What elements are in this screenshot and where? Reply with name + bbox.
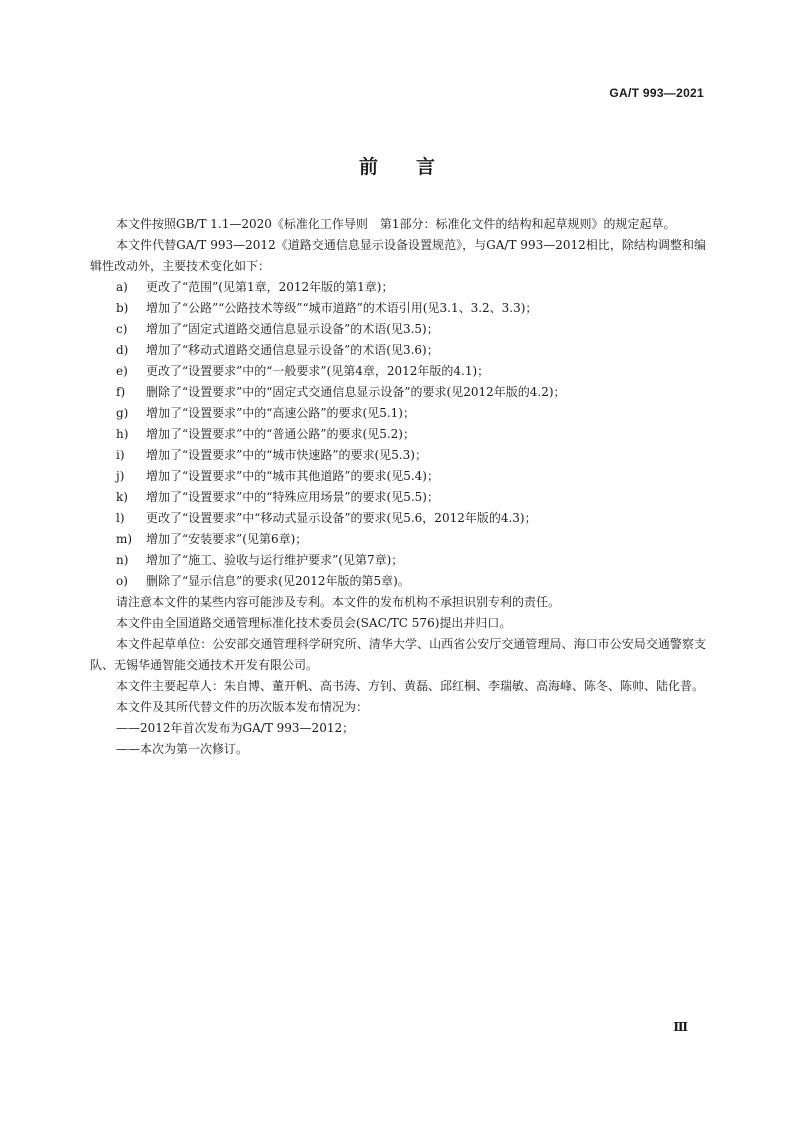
list-text: 更改了“范围”(见第1章，2012年版的第1章)； [146,280,394,294]
list-text: 增加了“设置要求”中的“特殊应用场景”的要求(见5.5)； [146,490,439,504]
list-text: 删除了“显示信息”的要求(见2012年版的第5章)。 [146,574,410,588]
paragraph-drafters: 本文件主要起草人：朱自博、董开帆、高书涛、方钊、黄磊、邱红桐、李瑞敏、高海峰、陈冬、陈帅、陆化普。 [116,679,705,693]
list-marker: g) [116,406,129,420]
list-item [90,403,706,424]
paragraph-patent-notice: 请注意本文件的某些内容可能涉及专利。本文件的发布机构不承担识别专利的责任。 [116,595,561,609]
list-text: 增加了“设置要求”中的“城市快速路”的要求(见5.3)； [146,448,427,462]
list-text: 增加了“设置要求”中的“普通公路”的要求(见5.2)； [146,427,415,441]
list-item [90,466,706,487]
list-item [90,382,706,403]
list-marker: a) [116,280,128,294]
list-text: 增加了“设置要求”中的“城市其他道路”的要求(见5.4)； [146,469,439,483]
paragraph-proposer: 本文件由全国道路交通管理标准化技术委员会(SAC/TC 576)提出并归口。 [116,616,512,630]
list-marker: l) [116,511,125,525]
page-number: Ⅲ [673,1020,688,1034]
page-title: 前言 [358,156,473,178]
list-item [90,571,706,592]
list-item [90,529,706,550]
list-text: 增加了“移动式道路交通信息显示设备”的术语(见3.6)； [146,343,439,357]
list-text: 增加了“固定式道路交通信息显示设备”的术语(见3.5)； [146,322,439,336]
paragraph-drafting-rules: 本文件按照GB/T 1.1—2020《标准化工作导则 第1部分：标准化文件的结构和起草规则》的规定起草。 [116,217,676,231]
list-item [90,487,706,508]
list-item [90,298,706,319]
list-text: 删除了“设置要求”中的“固定式交通信息显示设备”的要求(见2012年版的4.2)； [146,385,566,399]
list-marker: d) [116,343,129,357]
paragraph-drafting-units: 本文件起草单位：公安部交通管理科学研究所、清华大学、山西省公安厅交通管理局、海口市公安局交通警察支队、无锡华通智能交通技术开发有限公司。 [90,637,706,672]
document-body [90,214,706,760]
list-item [90,424,706,445]
list-text: 更改了“设置要求”中的“一般要求”(见第4章，2012年版的4.1)； [146,364,490,378]
list-marker: h) [116,427,129,441]
list-text: 更改了“设置要求”中“移动式显示设备”的要求(见5.6，2012年版的4.3)； [146,511,537,525]
list-marker: m) [116,532,133,546]
standard-code: GA/T 993—2021 [609,86,704,100]
history-item: ——2012年首次发布为GA/T 993—2012； [116,721,355,735]
list-item [90,550,706,571]
list-item [90,361,706,382]
changes-list [90,277,706,592]
list-marker: i) [116,448,125,462]
list-text: 增加了“安装要求”(见第6章)； [146,532,308,546]
history-item: ——本次为第一次修订。 [116,742,249,756]
list-marker: k) [116,490,128,504]
list-item [90,445,706,466]
list-item [90,319,706,340]
list-marker: f) [116,385,126,399]
list-text: 增加了“设置要求”中的“高速公路”的要求(见5.1)； [146,406,415,420]
paragraph-history-intro: 本文件及其所代替文件的历次版本发布情况为： [116,700,369,714]
list-marker: b) [116,301,129,315]
list-marker: n) [116,553,129,567]
list-text: 增加了“公路”“公路技术等级”“城市道路”的术语引用(见3.1、3.2、3.3)； [146,301,538,315]
list-marker: e) [116,364,128,378]
paragraph-replacement: 本文件代替GA/T 993—2012《道路交通信息显示设备设置规范》，与GA/T 993—2012相比，除结构调整和编辑性改动外，主要技术变化如下： [90,238,706,273]
list-item [90,277,706,298]
list-text: 增加了“施工、验收与运行维护要求”(见第7章)； [146,553,404,567]
list-marker: j) [116,469,125,483]
list-marker: c) [116,322,128,336]
list-item [90,340,706,361]
list-marker: o) [116,574,128,588]
list-item [90,508,706,529]
